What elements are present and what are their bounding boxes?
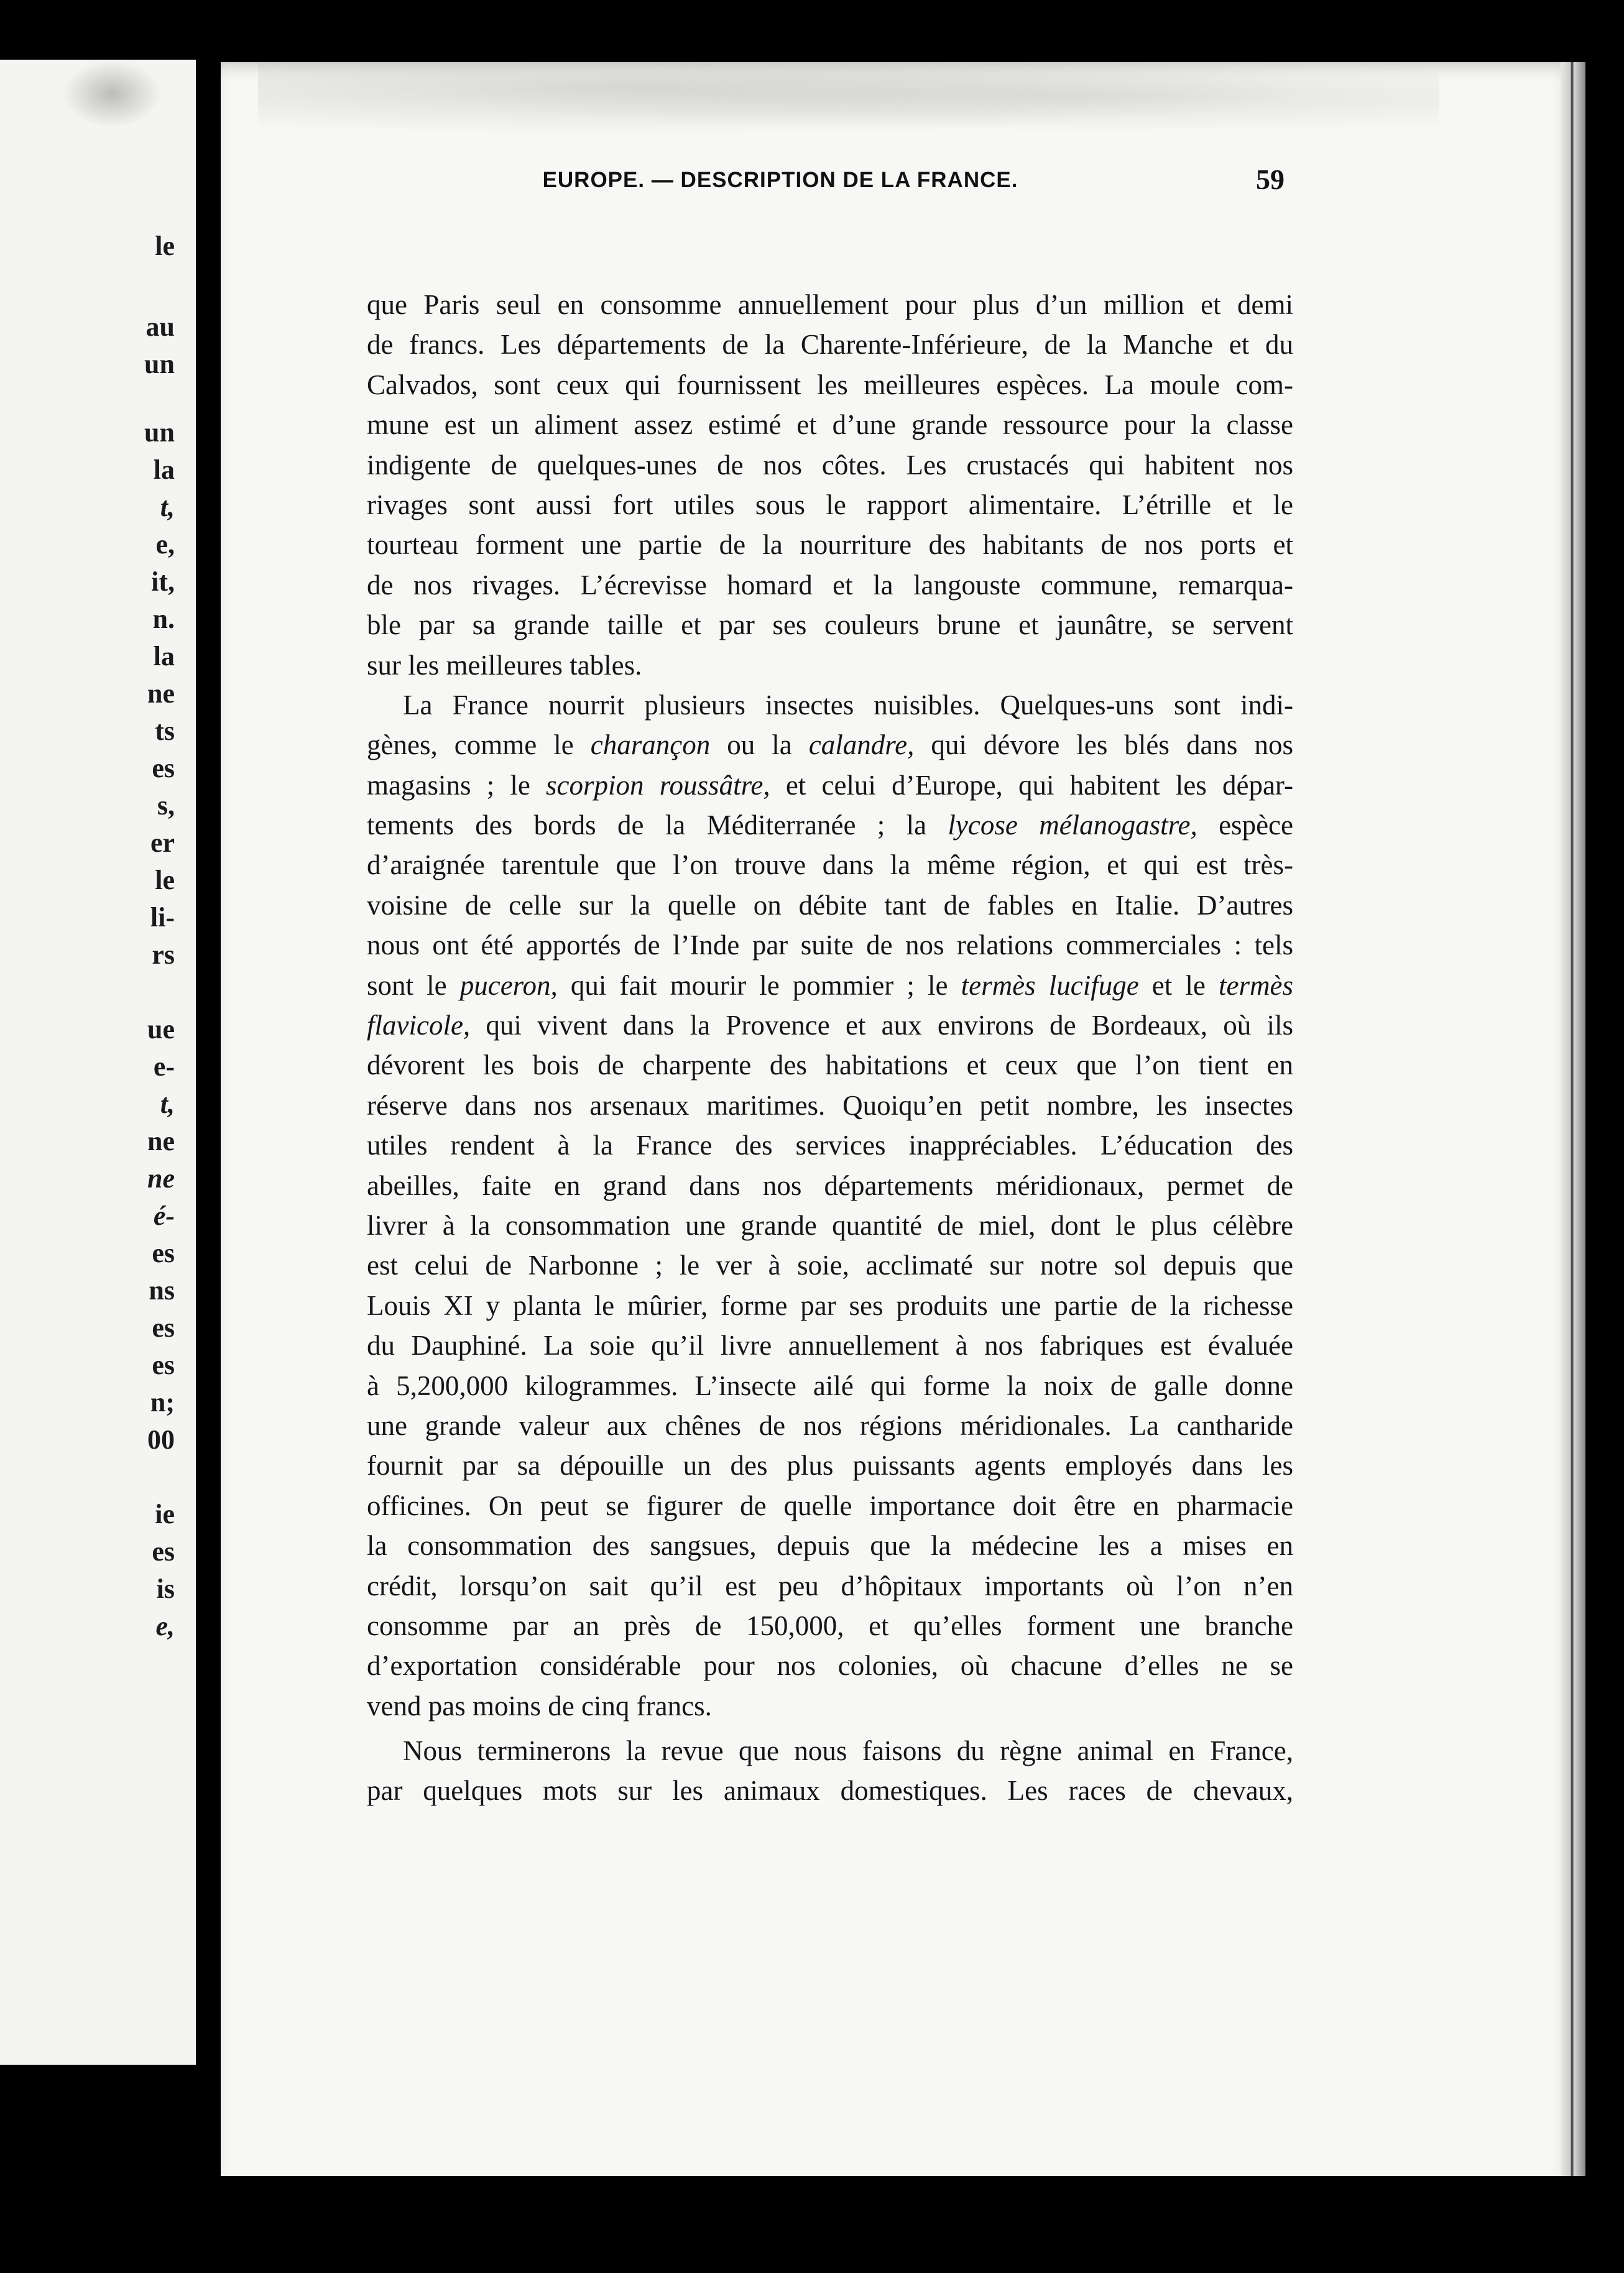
text-line bbox=[367, 1526, 1293, 1565]
text-run: une grande valeur aux chênes de nos régions méridionales. La cantharide bbox=[367, 1409, 1293, 1441]
left-page-line-fragment: au bbox=[145, 311, 175, 342]
text-run: livrer à la consommation une grande quantité de miel, dont le plus célèbre bbox=[367, 1209, 1293, 1241]
text-run: réserve dans nos arsenaux maritimes. Quoiqu’en petit nombre, les insectes bbox=[367, 1089, 1293, 1121]
text-run: sur les meilleures tables. bbox=[367, 649, 642, 681]
text-line bbox=[367, 1566, 1293, 1606]
italic-term: termès lucifuge bbox=[961, 969, 1139, 1001]
left-page-line-fragment: ns bbox=[149, 1275, 175, 1306]
text-run: d’araignée tarentule que l’on trouve dans la même région, et qui est très- bbox=[367, 849, 1293, 881]
text-line bbox=[367, 925, 1293, 965]
text-run: utiles rendent à la France des services inappréciables. L’éducation des bbox=[367, 1130, 1293, 1161]
left-page-line-fragment: ne bbox=[147, 1126, 175, 1156]
text-line bbox=[367, 885, 1293, 925]
text-run: et le bbox=[1138, 969, 1219, 1001]
text-run: abeilles, faite en grand dans nos départements méridionaux, permet de bbox=[367, 1169, 1293, 1201]
text-line bbox=[367, 525, 1293, 565]
left-page-line-fragment: er bbox=[150, 828, 175, 858]
left-page-line-fragment: es bbox=[152, 1350, 175, 1380]
left-page-line-fragment: ue bbox=[147, 1014, 175, 1044]
text-line bbox=[367, 1326, 1293, 1365]
text-run: tourteau forment une partie de la nourriture des habitants de nos ports et bbox=[367, 529, 1293, 561]
text-line bbox=[367, 1606, 1293, 1646]
text-run: mune est un aliment assez estimé et d’une grande ressource pour la classe bbox=[367, 409, 1293, 441]
text-run: qui vivent dans la Provence et aux environs de Bordeaux, où ils bbox=[470, 1010, 1293, 1041]
text-line bbox=[367, 485, 1293, 525]
text-run: et celui d’Europe, qui habitent les dépar- bbox=[770, 769, 1293, 801]
left-page-line-fragment: es bbox=[152, 753, 175, 783]
text-run: La France nourrit plusieurs insectes nuisibles. Quelques-uns sont indi- bbox=[403, 689, 1293, 721]
text-run: à 5,200,000 kilogrammes. L’insecte ailé qui forme la noix de galle donne bbox=[367, 1370, 1293, 1401]
left-page-line-fragment: ts bbox=[155, 716, 175, 746]
text-run: que Paris seul en consomme annuellement pour plus d’un million et demi bbox=[367, 289, 1293, 320]
text-run: gènes, comme le bbox=[367, 729, 591, 761]
text-line bbox=[367, 645, 1293, 685]
italic-term: scorpion roussâtre, bbox=[546, 769, 770, 801]
text-line bbox=[367, 1646, 1293, 1685]
left-page-line-fragment: is bbox=[156, 1574, 175, 1604]
text-line bbox=[367, 1406, 1293, 1445]
text-line bbox=[367, 765, 1293, 805]
left-page-line-fragment: ne bbox=[147, 678, 175, 709]
left-page-line-fragment: e, bbox=[155, 1611, 175, 1641]
text-line bbox=[367, 605, 1293, 645]
text-line bbox=[367, 1366, 1293, 1406]
left-page-line-fragment: t, bbox=[160, 492, 175, 522]
text-line bbox=[367, 1166, 1293, 1206]
text-run: de nos rivages. L’écrevisse homard et la langouste commune, remarqua- bbox=[367, 569, 1293, 601]
text-run: Calvados, sont ceux qui fournissent les meilleures espèces. La moule com- bbox=[367, 369, 1293, 400]
page-edge bbox=[1561, 62, 1585, 2176]
text-run: consomme par an près de 150,000, et qu’elles forment une branche bbox=[367, 1610, 1293, 1641]
left-page-line-fragment: le bbox=[155, 865, 175, 895]
text-run: Nous terminerons la revue que nous faisons du règne animal en France, bbox=[403, 1735, 1293, 1767]
left-page-line-fragment: s, bbox=[157, 790, 175, 821]
italic-term: lycose mélanogastre, bbox=[948, 809, 1197, 841]
text-line bbox=[367, 725, 1293, 765]
text-run: la consommation des sangsues, depuis que la médecine les a mises en bbox=[367, 1530, 1293, 1562]
italic-term: termès bbox=[1219, 969, 1293, 1001]
left-page-line-fragment: n. bbox=[152, 604, 175, 634]
left-page-fragment bbox=[0, 60, 196, 2065]
italic-term: puceron, bbox=[459, 969, 558, 1001]
text-run: indigente de quelques-unes de nos côtes. Les crustacés qui habitent nos bbox=[367, 449, 1293, 481]
left-page-line-fragment: es bbox=[152, 1312, 175, 1343]
text-line bbox=[367, 1771, 1293, 1810]
text-line bbox=[367, 325, 1293, 364]
text-line bbox=[367, 685, 1293, 725]
body-text bbox=[367, 285, 1293, 1811]
text-line bbox=[367, 445, 1293, 485]
left-page-line-fragment: un bbox=[144, 349, 175, 379]
text-run: ble par sa grande taille et par ses couleurs brune et jaunâtre, se servent bbox=[367, 609, 1293, 641]
text-run: tements des bords de la Méditerranée ; la bbox=[367, 809, 948, 841]
text-line bbox=[367, 1286, 1293, 1326]
text-run: est celui de Narbonne ; le ver à soie, acclimaté sur notre sol depuis que bbox=[367, 1250, 1293, 1281]
text-run: fournit par sa dépouille un des plus puissants agents employés dans les bbox=[367, 1450, 1293, 1482]
left-page-line-fragment: é- bbox=[153, 1201, 175, 1231]
left-page-line-fragment: ie bbox=[155, 1499, 175, 1529]
left-page-line-fragment: e- bbox=[153, 1051, 175, 1082]
text-line bbox=[367, 365, 1293, 405]
text-run: du Dauphiné. La soie qu’il livre annuellement à nos fabriques est évaluée bbox=[367, 1330, 1293, 1362]
text-run: espèce bbox=[1197, 809, 1293, 841]
text-line bbox=[367, 1686, 1293, 1726]
left-page-line-fragment: it, bbox=[151, 566, 175, 597]
page-number: 59 bbox=[1256, 164, 1285, 195]
text-line bbox=[367, 1731, 1293, 1771]
text-run: nous ont été apportés de l’Inde par suite de nos relations commerciales : tels bbox=[367, 929, 1293, 961]
left-page-line-fragment: rs bbox=[152, 939, 175, 970]
text-run: d’exportation considérable pour nos colonies, où chacune d’elles ne se bbox=[367, 1650, 1293, 1682]
left-page-line-fragment: es bbox=[152, 1536, 175, 1567]
text-line bbox=[367, 1206, 1293, 1245]
text-run: ou la bbox=[710, 729, 809, 761]
text-line bbox=[367, 845, 1293, 885]
text-run: qui dévore les blés dans nos bbox=[914, 729, 1293, 761]
text-run: crédit, lorsqu’on sait qu’il est peu d’hôpitaux importants où l’on n’en bbox=[367, 1570, 1293, 1602]
italic-term: calandre, bbox=[808, 729, 915, 761]
text-run: rivages sont aussi fort utiles sous le rapport alimentaire. L’étrille et le bbox=[367, 489, 1293, 520]
text-line bbox=[367, 1245, 1293, 1285]
left-page-stain bbox=[62, 60, 162, 128]
italic-term: charançon bbox=[590, 729, 711, 761]
text-line bbox=[367, 1086, 1293, 1125]
text-line bbox=[367, 405, 1293, 445]
left-page-line-fragment: ne bbox=[147, 1163, 175, 1194]
text-run: voisine de celle sur la quelle on débite tant de fables en Italie. D’autres bbox=[367, 889, 1293, 921]
left-page-line-fragment: le bbox=[155, 231, 175, 261]
text-run: par quelques mots sur les animaux domestiques. Les races de chevaux, bbox=[367, 1775, 1293, 1807]
italic-term: flavicole, bbox=[367, 1010, 471, 1041]
left-page-line-fragment: es bbox=[152, 1238, 175, 1268]
left-page-line-fragment: n; bbox=[150, 1387, 175, 1418]
left-page-line-fragment: 00 bbox=[147, 1424, 175, 1455]
left-page-line-fragment: la bbox=[153, 641, 175, 671]
text-run: officines. On peut se figurer de quelle importance doit être en pharmacie bbox=[367, 1490, 1293, 1521]
left-page-line-fragment: li- bbox=[150, 902, 175, 933]
text-line bbox=[367, 1045, 1293, 1085]
text-line bbox=[367, 1125, 1293, 1165]
text-run: qui fait mourir le pommier ; le bbox=[557, 969, 961, 1001]
text-line bbox=[367, 1445, 1293, 1485]
text-run: de francs. Les départements de la Charente-Inférieure, de la Manche et du bbox=[367, 329, 1293, 361]
text-run: magasins ; le bbox=[367, 769, 547, 801]
text-line bbox=[367, 285, 1293, 325]
running-head: EUROPE. — DESCRIPTION DE LA FRANCE. bbox=[542, 168, 1018, 192]
text-run: dévorent les bois de charpente des habitations et ceux que l’on tient en bbox=[367, 1049, 1293, 1081]
text-run: vend pas moins de cinq francs. bbox=[367, 1690, 712, 1722]
left-page-line-fragment: t, bbox=[160, 1089, 175, 1119]
left-page-line-fragment: e, bbox=[155, 529, 175, 560]
text-line bbox=[367, 805, 1293, 845]
text-run: sont le bbox=[367, 969, 460, 1001]
text-line bbox=[367, 1486, 1293, 1526]
text-line bbox=[367, 1005, 1293, 1045]
text-line bbox=[367, 565, 1293, 605]
left-page-line-fragment: la bbox=[153, 454, 175, 485]
text-run: Louis XI y planta le mûrier, forme par ses produits une partie de la richesse bbox=[367, 1289, 1293, 1321]
text-line bbox=[367, 966, 1293, 1005]
left-page-line-fragment: un bbox=[144, 417, 175, 448]
